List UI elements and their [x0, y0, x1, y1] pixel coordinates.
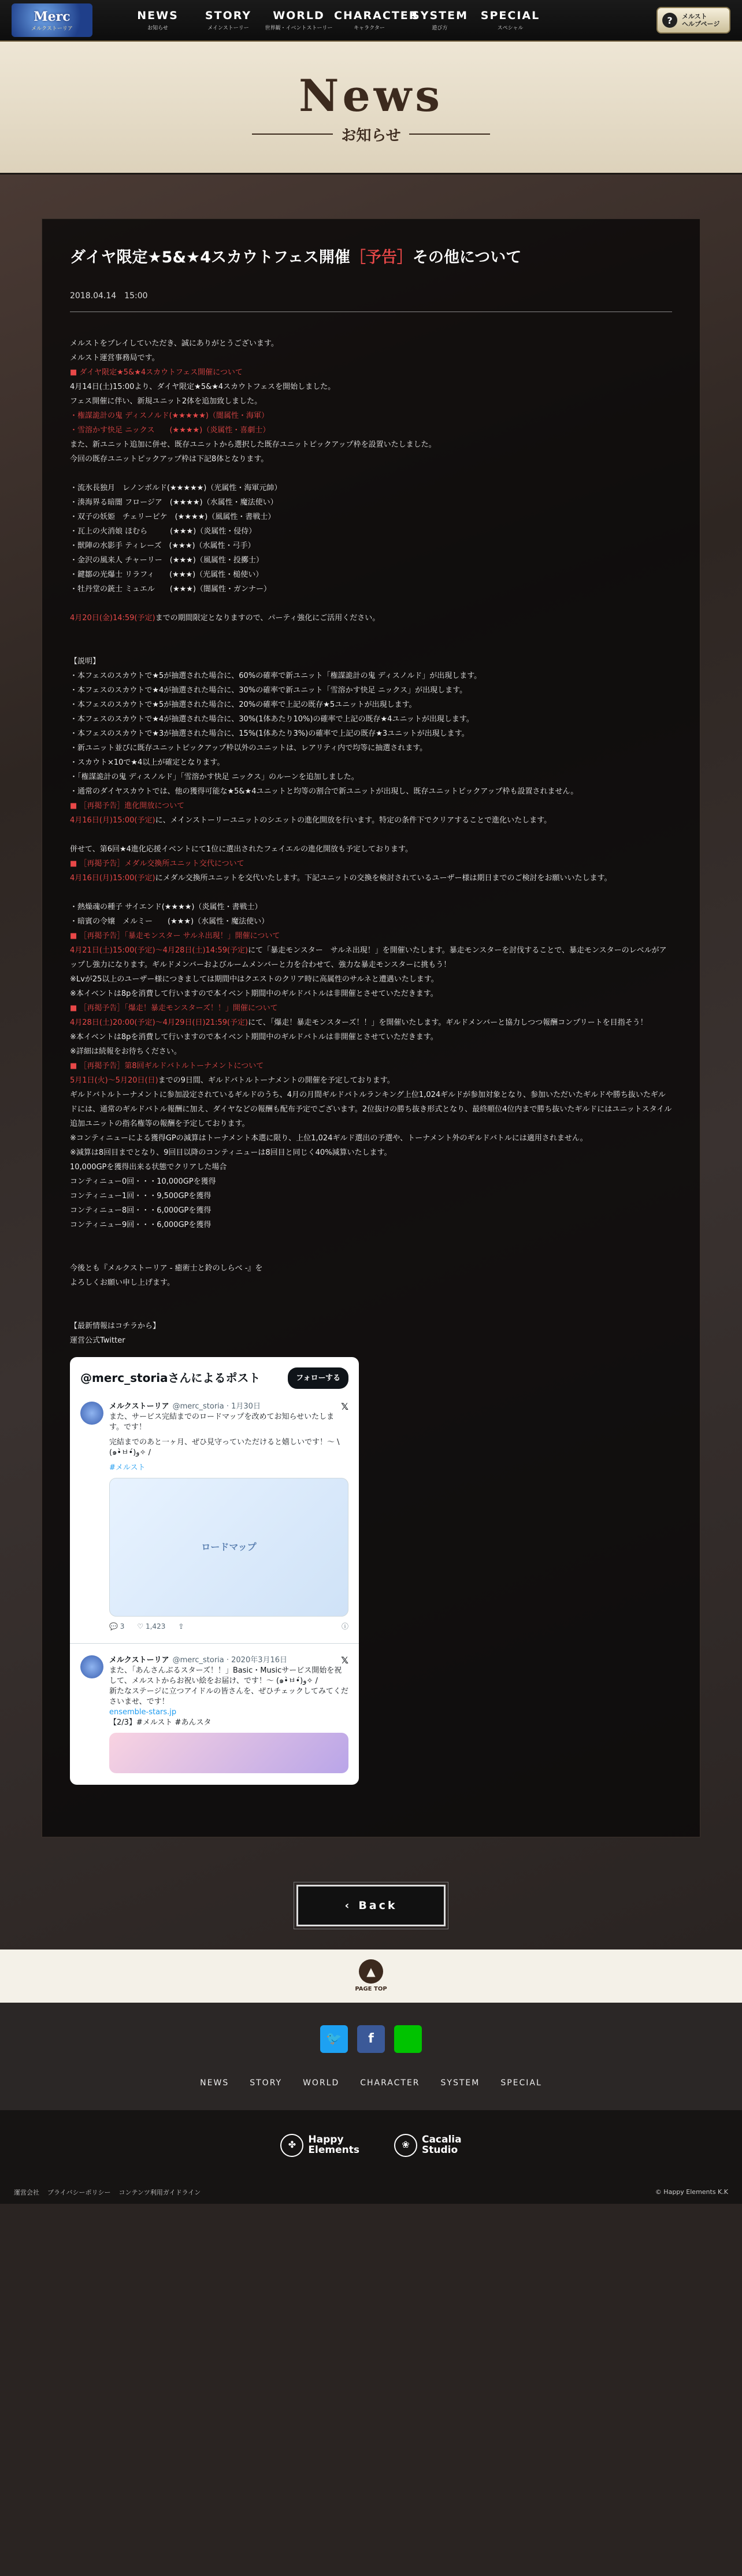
footer-nav	[200, 2078, 542, 2088]
spacer	[70, 1290, 672, 1304]
latest-info-label: 運営公式Twitter	[70, 1336, 125, 1345]
section-heading: ■ ［再掲予告］第8回ギルドバトルトーナメントについて	[70, 1061, 264, 1070]
tweet-embed-header	[70, 1357, 359, 1396]
date-highlight: 5月1日(火)～5月20日(日)	[70, 1076, 158, 1085]
main-nav	[123, 9, 546, 31]
pickup-unit: ・双子の妖姫 チェリーピケ (★★★★)（風属性・書戦士）	[70, 512, 276, 521]
tweet-text: また、サービス完結までのロードマップを改めてお知らせいたします。です！	[109, 1412, 335, 1432]
body-text-rest: にて「暴走モンスター サルネ出現！」を開催いたします。暴走モンスターを討伐することで、暴走モンスターのレベルがアップし強力になります。ギルドメンバーおよびルームメンバーと力を合わせて、強力な暴走モンスターに挑もう！	[70, 946, 667, 969]
nav-label: SYSTEM	[411, 9, 468, 22]
spacer	[70, 596, 672, 611]
date-highlight: 4月28日(土)20:00(予定)～4月29日(日)21:59(予定)	[70, 1018, 248, 1027]
nav-system[interactable]	[405, 9, 475, 31]
gp-line: コンティニュー9回・・・6,000GPを獲得	[70, 1220, 212, 1229]
content-guideline-link[interactable]: コンテンツ利用ガイドライン	[118, 2188, 201, 2196]
nav-sublabel: 遊び方	[432, 25, 448, 31]
nav-sublabel: 世界観・イベントストーリー	[265, 25, 333, 31]
tweet-text: 新たなステージに立つアイドルの皆さんを、ぜひチェックしてみてくださいませ、です！	[109, 1687, 348, 1706]
twitter-embed	[70, 1357, 359, 1785]
footer-nav-character[interactable]: CHARACTER	[360, 2078, 420, 2088]
logo-subtext: メルクストーリア	[31, 25, 73, 32]
note-text: ※コンティニューによる獲得GPの減算はトーナメント本選に限り、上位1,024ギルド選出の予選や、トーナメント外のギルドバトルには適用されません。	[70, 1133, 588, 1143]
body-text	[70, 611, 672, 625]
help-label-line2: ヘルプページ	[682, 20, 720, 28]
help-label	[682, 13, 719, 28]
date-highlight: 4月21日(土)15:00(予定)～4月28日(土)14:59(予定)	[70, 946, 248, 955]
reply-icon[interactable]: 💬 3	[109, 1622, 125, 1630]
tweet-author-name[interactable]: メルクストーリア	[109, 1402, 169, 1411]
closing-text: 今後とも『メルクストーリア - 癒術士と鈴のしらべ -』を	[70, 1263, 263, 1273]
footer-nav-story[interactable]: STORY	[250, 2078, 283, 2088]
like-count: 1,423	[145, 1622, 166, 1630]
body-text	[70, 813, 672, 828]
brand-name-line2: Studio	[421, 2144, 458, 2156]
page-top-button[interactable]	[0, 1949, 742, 2003]
body-text: 4月14日(土)15:00より、ダイヤ限定★5&★4スカウトフェスを開始しました。	[70, 382, 336, 391]
period-text: までの期間限定となりますので、パーティ強化にご活用ください。	[155, 613, 380, 622]
body-text-rest: に、メインストーリーユニットのシエットの進化開放を行います。特定の条件下でクリアすることで進化いたします。	[155, 816, 552, 825]
body-text	[70, 871, 672, 885]
page-top-label: PAGE TOP	[355, 1986, 387, 1993]
pickup-unit: ・湊海界る暗闇 フロージア (★★★★)（水属性・魔法使い）	[70, 498, 278, 507]
footer-nav-system[interactable]: SYSTEM	[440, 2078, 480, 2088]
footer-nav-special[interactable]: SPECIAL	[500, 2078, 542, 2088]
brand-name-line1: Happy	[308, 2133, 344, 2145]
privacy-policy-link[interactable]: プライバシーポリシー	[47, 2188, 111, 2196]
spacer	[70, 885, 672, 900]
info-icon[interactable]: ⓘ	[341, 1622, 348, 1630]
period-highlight: 4月20日(金)14:59(予定)	[70, 613, 155, 622]
pickup-unit: ・獣陣の水影手 ティレーズ (★★★)（水属性・弓手）	[70, 541, 255, 550]
pickup-unit: ・鍵鄒の光爆士 リラフィ (★★★)（光属性・槌使い）	[70, 570, 264, 579]
explain-line: ・本フェスのスカウトで★4が抽選された場合に、30%(1体あたり10%)の確率で上記の既存★4ユニットが出現します。	[70, 714, 474, 724]
brand-name	[308, 2135, 359, 2156]
spacer	[70, 828, 672, 842]
reply-count: 3	[120, 1622, 125, 1630]
page-title: News	[298, 69, 444, 121]
article-title	[70, 247, 672, 269]
tweet-image[interactable]	[109, 1478, 348, 1617]
twitter-icon[interactable]: 🐦	[320, 2025, 348, 2053]
title-band	[0, 42, 742, 175]
latest-info-heading: 【最新情報はコチラから】	[70, 1321, 161, 1330]
happy-elements-logo[interactable]	[280, 2134, 359, 2157]
nav-label: WORLD	[273, 9, 325, 22]
section-heading: ■ ダイヤ限定★5&★4スカウトフェス開催について	[70, 368, 243, 377]
section-heading: ■ ［再掲予告］進化開放について	[70, 801, 185, 810]
note-text: ※詳細は続報をお待ちください。	[70, 1047, 181, 1056]
nav-sublabel: お知らせ	[147, 25, 168, 31]
back-button[interactable]	[296, 1885, 446, 1926]
article-date: 2018.04.14 15:00	[70, 290, 672, 312]
tweet-post[interactable]	[70, 1650, 359, 1779]
tweet-content	[109, 1402, 348, 1632]
hashtag-link[interactable]: #メルスト	[109, 1463, 146, 1472]
hashtag-link[interactable]: 【2/3】#メルスト #あんスタ	[109, 1718, 212, 1727]
spacer	[70, 640, 672, 654]
body-text: 今回の既存ユニットピックアップ枠は下記8体となります。	[70, 454, 269, 464]
help-page-button[interactable]	[656, 7, 730, 34]
logo-text: Merc	[34, 9, 71, 24]
article-title-tag: ［予告］	[350, 249, 413, 266]
site-header	[0, 0, 742, 42]
spacer	[70, 1247, 672, 1261]
explain-line: ・新ユニット並びに既存ユニットピックアップ枠以外のユニットは、レアリティ内で均等に抽選されます。	[70, 743, 428, 753]
spacer	[70, 466, 672, 481]
share-icon[interactable]: ⇪	[178, 1622, 184, 1630]
nav-sublabel: キャラクター	[354, 25, 385, 31]
explain-line: ・本フェスのスカウトで★3が抽選された場合に、15%(1体あたり3%)の確率で上記の既存★3ユニットが出現します。	[70, 729, 469, 738]
clover-icon: ✤	[280, 2134, 303, 2157]
footer-nav-world[interactable]: WORLD	[303, 2078, 340, 2088]
explain-line: ・通常のダイヤスカウトでは、他の獲得可能な★5&★4ユニットと均等の割合で新ユニットが出現し、既存ユニットピックアップ枠も設置されません。	[70, 787, 578, 796]
brand-name	[422, 2135, 462, 2156]
nav-story[interactable]	[193, 9, 264, 31]
tweet-content	[109, 1655, 348, 1773]
tweet-text: 完結までのあと一ヶ月、ぜひ見守っていただけると嬉しいです！～ \(๑•̀ㅂ•́)و✧ /	[109, 1437, 340, 1457]
title-rule	[252, 124, 489, 145]
divider	[252, 134, 333, 135]
heart-icon[interactable]: ♡ 1,423	[137, 1622, 166, 1630]
tweet-image-label: ロードマップ	[201, 1541, 257, 1552]
brand-name-line1: Cacalia	[421, 2133, 462, 2145]
explain-line: ・「権謀詭計の鬼 ディスノルド」「雪溶かす快足 ニックス」のルーンを追加しました。	[70, 772, 359, 781]
follow-button[interactable]: フォローする	[288, 1367, 348, 1389]
body-text: また、新ユニット追加に併せ、既存ユニットから選択した既存ユニットピックアップ枠を設置いたしました。	[70, 440, 436, 449]
body-text: メルストをプレイしていただき、誠にありがとうございます。	[70, 339, 279, 348]
social-links	[320, 2025, 422, 2053]
pickup-unit: ・牡丹堂の銃士 ミュエル (★★★)（闇属性・ガンナー）	[70, 584, 271, 594]
article-body	[70, 336, 672, 1785]
avatar[interactable]	[80, 1655, 103, 1678]
body-text	[70, 1015, 672, 1030]
nav-world[interactable]	[264, 9, 334, 31]
copyright: © Happy Elements K.K	[655, 2188, 728, 2196]
spacer	[70, 1304, 672, 1319]
nav-sublabel: メインストーリー	[207, 25, 249, 31]
explain-line: ・本フェスのスカウトで★4が抽選された場合に、30%の確率で新ユニット「雪溶かす快足 ニックス」が出現します。	[70, 685, 468, 695]
section-heading: ■ ［再掲予告］「暴走モンスター サルネ出現！」開催について	[70, 931, 280, 940]
tweet-meta	[109, 1655, 348, 1666]
help-icon: ?	[662, 13, 677, 28]
gp-line: コンティニュー8回・・・6,000GPを獲得	[70, 1206, 212, 1215]
nav-label: CHARACTER	[334, 9, 419, 22]
new-unit-line: ・権謀詭計の鬼 ディスノルド(★★★★★)（闇属性・海軍）	[70, 411, 269, 420]
back-wrap	[0, 1885, 742, 1926]
arrow-up-icon: ▲	[359, 1959, 383, 1984]
pickup-unit: ・金沢の風来人 チャーリー (★★★)（風属性・投擲士）	[70, 555, 264, 565]
footer-nav-news[interactable]: NEWS	[200, 2078, 229, 2088]
note-text: ※本イベントは8pを消費して行いますので本イベント期間中のギルドバトルは非開催とさせていただきます。	[70, 1032, 438, 1041]
footer-links	[14, 2188, 201, 2197]
avatar[interactable]	[80, 1402, 103, 1425]
explain-line: ・本フェスのスカウトで★5が抽選された場合に、20%の確率で上記の既存★5ユニットが出現します。	[70, 700, 417, 709]
body-text: ギルドバトルトーナメントに参加設定されているギルドのうち、4月の月間ギルドバトルランキング上位1,024ギルドが参加対象となり、参加いただいたギルドや勝ち抜いたギルドには、通常のギルドバトル報酬に加え、ダイヤなどの報酬も配布予定でございます。2位抜けの勝ち抜き形式となり、最終順位4位内まで勝ち抜いたギルドにはユニットスタイル追加ユニットの指名権等の報酬を予定しております。	[70, 1090, 672, 1128]
divider	[409, 134, 490, 135]
back-label: Back	[358, 1899, 398, 1912]
tweet-handle[interactable]: @merc_storia · 1月30日	[172, 1402, 261, 1411]
explain-line: ・スカウト×10で★4以上が確定となります。	[70, 758, 225, 767]
spacer	[70, 1232, 672, 1247]
section-heading: ■ ［再掲予告］「爆走！暴走モンスターズ！！」開催について	[70, 1003, 278, 1013]
body-text: 10,000GPを獲得出来る状態でクリアした場合	[70, 1162, 227, 1172]
pickup-unit: ・瓦上の火消娘 ほむら (★★★)（炎属性・侵侍）	[70, 527, 257, 536]
page-subtitle: お知らせ	[341, 127, 401, 144]
body-text-rest: にて、「爆走！暴走モンスターズ！！」を開催いたします。ギルドメンバーと協力しつつ報酬コンプリートを目指そう！	[248, 1018, 648, 1027]
body-text	[70, 1073, 672, 1088]
footer-bottom	[0, 2181, 742, 2204]
nav-sublabel: スペシャル	[497, 25, 524, 31]
company-link[interactable]: 運営会社	[14, 2188, 39, 2196]
medal-unit: ・熱燥魂の種子 サイエンド(★★★★)（炎属性・書戦士）	[70, 902, 262, 911]
help-label-line1: メルスト	[682, 12, 707, 20]
explain-heading: 【説明】	[70, 657, 101, 666]
flower-icon: ❀	[394, 2134, 417, 2157]
tweet-post[interactable]	[70, 1396, 359, 1637]
date-highlight: 4月16日(月)15:00(予定)	[70, 873, 155, 883]
tweet-actions	[109, 1621, 348, 1632]
gp-line: コンティニュー0回・・・10,000GPを獲得	[70, 1177, 216, 1186]
nav-label: NEWS	[137, 9, 179, 22]
new-unit-line: ・雪溶かす快足 ニックス (★★★★)（炎属性・喜劇士）	[70, 425, 270, 435]
nav-label: SPECIAL	[480, 9, 540, 22]
footer-brand	[0, 2110, 742, 2181]
nav-news[interactable]	[123, 9, 193, 31]
spacer	[70, 625, 672, 640]
article-title-tail: その他について	[412, 249, 522, 266]
tweet-text: また、「あんさんぶるスターズ！！」Basic・Musicサービス開始を祝して、メルストからお祝い絵をお届け、です！～ (๑•̀ㅂ•́)و✧ /	[109, 1666, 342, 1685]
explain-line: ・本フェスのスカウトで★5が抽選された場合に、60%の確率で新ユニット「権謀詭計の鬼 ディスノルド」が出現します。	[70, 671, 482, 680]
nav-special[interactable]	[475, 9, 546, 31]
date-highlight: 4月16日(月)15:00(予定)	[70, 816, 155, 825]
tweet-meta	[109, 1402, 348, 1412]
section-heading: ■ ［再掲予告］メダル交換所ユニット交代について	[70, 859, 244, 868]
gp-line: コンティニュー1回・・・9,500GPを獲得	[70, 1191, 212, 1200]
note-text: ※Lvが25以上のユーザー様につきましては期間中はクエストのクリア時に高属性のサルネと遭遇いたします。	[70, 974, 439, 984]
tweet-handle[interactable]: @merc_storia · 2020年3月16日	[172, 1655, 288, 1665]
news-article	[42, 218, 700, 1837]
facebook-icon[interactable]: f	[357, 2025, 385, 2053]
footer-main	[0, 2003, 742, 2110]
main-content	[0, 175, 742, 1949]
cacalia-studio-logo[interactable]	[394, 2134, 462, 2157]
x-logo-icon[interactable]: 𝕏	[341, 1400, 348, 1412]
note-text: ※本イベントは8pを消費して行いますので本イベント期間中のギルドバトルは非開催とさせていただきます。	[70, 989, 438, 998]
body-text	[70, 943, 672, 972]
brand-name-line2: Elements	[308, 2144, 359, 2156]
line-icon[interactable]	[394, 2025, 422, 2053]
nav-label: STORY	[205, 9, 252, 22]
tweet-embed-title[interactable]: @merc_storiaさんによるポスト	[80, 1370, 261, 1385]
chevron-left-icon: ‹	[344, 1899, 352, 1912]
nav-character[interactable]	[334, 9, 419, 31]
note-text: ※減算は8回目までとなり、9回目以降のコンティニューは8回目と同じく40%減算いたします。	[70, 1148, 392, 1157]
article-title-main: ダイヤ限定★5&★4スカウトフェス開催	[70, 249, 350, 266]
site-logo[interactable]	[12, 3, 92, 37]
tweet-author-name[interactable]: メルクストーリア	[109, 1655, 169, 1665]
body-text-rest: までの9日間、ギルドバトルトーナメントの開催を予定しております。	[158, 1076, 395, 1085]
divider	[70, 1643, 359, 1644]
pickup-unit: ・流氷長独月 レノンボルド(★★★★★)（光属性・海軍元帥）	[70, 483, 282, 492]
body-text: 併せて、第6回★4進化応援イベントにて1位に選出されたフェイエルの進化開放も予定しております。	[70, 844, 413, 854]
tweet-image[interactable]	[109, 1733, 348, 1773]
closing-text: よろしくお願い申し上げます。	[70, 1278, 175, 1287]
x-logo-icon[interactable]: 𝕏	[341, 1654, 348, 1666]
body-text: メルスト運営事務局です。	[70, 353, 159, 362]
tweet-link[interactable]: ensemble-stars.jp	[109, 1707, 177, 1717]
body-text-rest: にメダル交換所ユニットを交代いたします。下記ユニットの交換を検討されているユーザー様は期日までのご検討をお願いいたします。	[155, 873, 612, 883]
medal-unit: ・暗賓の令嬢 メルミー (★★★)（水属性・魔法使い）	[70, 917, 269, 926]
body-text: フェス開催に伴い、新規ユニット2体を追加致しました。	[70, 396, 262, 406]
